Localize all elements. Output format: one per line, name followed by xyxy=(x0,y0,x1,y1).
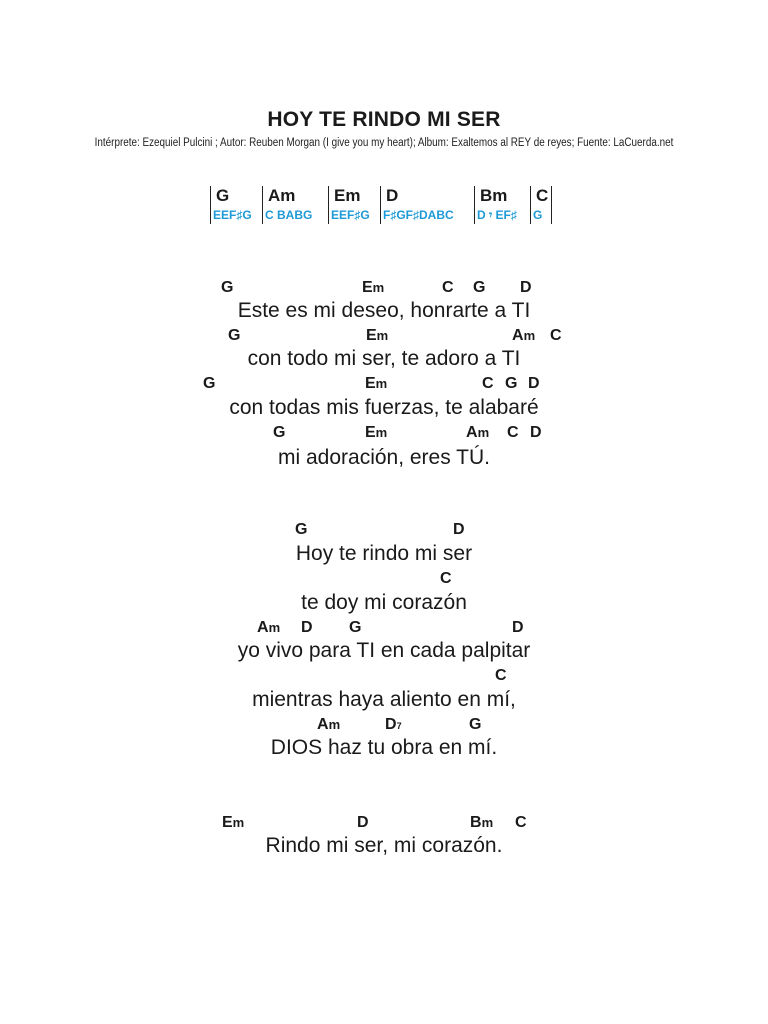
lyric-line: con todas mis fuerzas, te alabaré xyxy=(229,396,539,419)
lyric-line: mi adoración, eres TÚ. xyxy=(277,446,491,469)
progression-notes: F♯GF♯DABC xyxy=(383,208,454,222)
progression-bar xyxy=(530,186,552,224)
chord-symbol: G xyxy=(221,279,234,296)
chord-symbol: Bm xyxy=(470,814,494,831)
progression-chord: Bm xyxy=(480,186,508,205)
progression-bar xyxy=(210,186,263,224)
chord-symbol: C xyxy=(495,667,507,684)
progression-chord: Am xyxy=(268,186,296,205)
lyric-line: mientras haya aliento en mí, xyxy=(252,688,516,711)
chord-symbol: Em xyxy=(222,814,245,831)
chord-symbol: D xyxy=(301,619,313,636)
chord-symbol: D xyxy=(512,619,524,636)
lyric-line: Este es mi deseo, honrarte a TI xyxy=(237,299,531,322)
progression-notes: C BABG xyxy=(265,208,313,222)
chord-symbol: G xyxy=(295,521,308,538)
chord-symbol: C xyxy=(440,570,452,587)
chord-symbol: Em xyxy=(366,327,389,344)
chord-symbol: D xyxy=(453,521,465,538)
progression-bar xyxy=(380,186,475,224)
song-title: HOY TE RINDO MI SER xyxy=(267,108,501,131)
chord-symbol: D xyxy=(520,279,532,296)
chord-symbol: G xyxy=(349,619,362,636)
chord-symbol: Em xyxy=(362,279,385,296)
chord-symbol: C xyxy=(482,375,494,392)
lyric-line: DIOS haz tu obra en mí. xyxy=(270,736,498,759)
progression-chord: G xyxy=(216,186,230,205)
chord-symbol: D xyxy=(528,375,540,392)
lyric-line: Rindo mi ser, mi corazón. xyxy=(265,834,503,857)
progression-bar xyxy=(262,186,329,224)
chord-symbol: G xyxy=(228,327,241,344)
progression-notes: EEF♯G xyxy=(331,208,370,222)
lyric-line: yo vivo para TI en cada palpitar xyxy=(237,639,531,662)
progression-chord: D xyxy=(386,186,399,205)
chord-symbol: Am xyxy=(466,424,490,441)
chord-symbol: G xyxy=(505,375,518,392)
song-credits: Intérprete: Ezequiel Pulcini ; Autor: Reuben Morgan (I give you my heart); Album: Exaltemos al REY de reyes; Fuente: LaCuerda.net xyxy=(94,137,674,149)
chord-symbol: C xyxy=(442,279,454,296)
chord-symbol: Am xyxy=(257,619,281,636)
progression-chord: Em xyxy=(334,186,361,205)
chord-symbol: Em xyxy=(365,375,388,392)
progression-chord: C xyxy=(536,186,549,205)
chord-symbol: D xyxy=(357,814,369,831)
chord-symbol: Em xyxy=(365,424,388,441)
chord-symbol: C xyxy=(550,327,562,344)
chord-symbol: G xyxy=(203,375,216,392)
chord-symbol: C xyxy=(515,814,527,831)
progression-notes: D 𝄾 EF♯ xyxy=(477,208,517,222)
chord-symbol: Am xyxy=(317,716,341,733)
chord-symbol: G xyxy=(273,424,286,441)
chord-symbol: G xyxy=(469,716,482,733)
lyric-line: te doy mi corazón xyxy=(301,591,467,614)
progression-bar xyxy=(328,186,381,224)
chord-symbol: G xyxy=(473,279,486,296)
chord-symbol: D7 xyxy=(385,716,402,733)
progression-bar xyxy=(474,186,531,224)
lyric-line: con todo mi ser, te adoro a TI xyxy=(247,347,521,370)
lyric-line: Hoy te rindo mi ser xyxy=(295,542,473,565)
progression-notes: G xyxy=(533,208,543,222)
chord-symbol: Am xyxy=(512,327,536,344)
progression-notes: EEF♯G xyxy=(213,208,252,222)
chord-symbol: D xyxy=(530,424,542,441)
chord-symbol: C xyxy=(507,424,519,441)
